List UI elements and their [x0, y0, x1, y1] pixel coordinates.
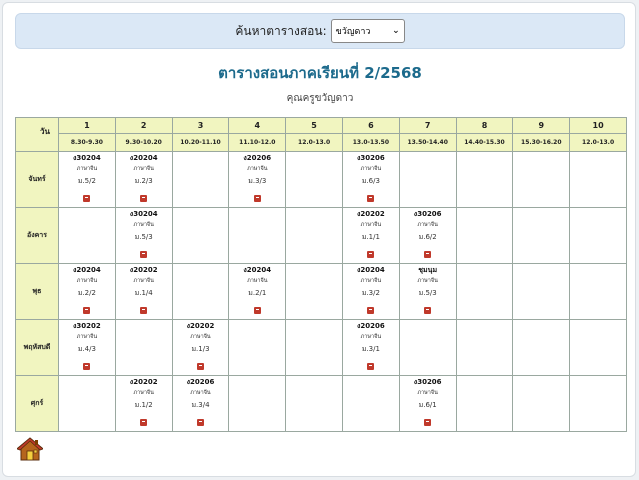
- empty-slot: [286, 152, 343, 208]
- teacher-name: คุณครูขวัญดาว: [286, 93, 354, 104]
- empty-slot: [399, 320, 456, 376]
- time-header: 10.20-11.10: [172, 134, 229, 152]
- empty-slot: [570, 264, 627, 320]
- empty-slot: [286, 264, 343, 320]
- period-header: 3: [172, 118, 229, 134]
- book-icon[interactable]: [367, 307, 374, 314]
- time-header: 15.30-16.20: [513, 134, 570, 152]
- book-icon[interactable]: [197, 419, 204, 426]
- subject-name: ภาษาจีน: [360, 222, 382, 228]
- class-slot: [399, 264, 456, 320]
- class-room: ม.2/1: [248, 289, 267, 297]
- subject-code: ง20204: [243, 266, 272, 274]
- subject-name: ภาษาจีน: [76, 278, 98, 284]
- subject-name: ภาษาจีน: [417, 278, 438, 284]
- empty-slot: [513, 320, 570, 376]
- subject-code: ง20204: [356, 266, 385, 274]
- subject-code: ง30206: [413, 378, 442, 386]
- class-room: ม.2/3: [134, 177, 153, 185]
- page-title: ตารางสอนภาคเรียนที่ 2/2568: [218, 64, 422, 82]
- class-slot: [342, 152, 399, 208]
- empty-slot: [456, 376, 513, 432]
- class-room: ม.3/4: [191, 401, 210, 409]
- period-header-row: [16, 118, 627, 134]
- period-header: 1: [59, 118, 116, 134]
- empty-slot: [456, 152, 513, 208]
- subject-name: ภาษาจีน: [133, 222, 154, 228]
- day-row: [16, 376, 627, 432]
- teacher-select-value: ขวัญดาว: [335, 27, 371, 37]
- day-label: ศุกร์: [16, 376, 59, 432]
- period-header: 10: [570, 118, 627, 134]
- day-row: [16, 320, 627, 376]
- empty-slot: [172, 264, 229, 320]
- search-label: ค้นหาตารางสอน:: [235, 23, 327, 38]
- book-icon[interactable]: [140, 307, 147, 314]
- class-room: ม.5/3: [134, 233, 153, 241]
- search-bar: [15, 13, 625, 49]
- day-row: [16, 264, 627, 320]
- class-room: ม.5/2: [77, 177, 96, 185]
- period-header: 4: [229, 118, 286, 134]
- subject-name: ภาษาจีน: [133, 166, 154, 172]
- class-slot: [115, 208, 172, 264]
- book-icon[interactable]: [83, 307, 90, 314]
- class-room: ม.1/1: [361, 233, 380, 241]
- time-header-row: [16, 134, 627, 152]
- class-slot: [342, 264, 399, 320]
- subject-code: ง30204: [129, 210, 158, 218]
- book-icon[interactable]: [424, 419, 431, 426]
- empty-slot: [172, 152, 229, 208]
- empty-slot: [570, 152, 627, 208]
- book-icon[interactable]: [140, 195, 147, 202]
- subject-code: ง20202: [186, 322, 215, 330]
- empty-slot: [342, 376, 399, 432]
- class-room: ม.2/2: [77, 289, 96, 297]
- day-label: จันทร์: [16, 152, 59, 208]
- class-room: ม.1/3: [191, 345, 210, 353]
- empty-slot: [286, 320, 343, 376]
- subject-name: ภาษาจีน: [133, 390, 154, 396]
- class-slot: [172, 320, 229, 376]
- class-slot: [115, 264, 172, 320]
- subject-name: ภาษาจีน: [76, 334, 98, 340]
- book-icon[interactable]: [254, 195, 261, 202]
- subject-code: ง20204: [73, 266, 101, 274]
- period-header: 5: [286, 118, 343, 134]
- subject-code: ง20206: [356, 322, 385, 330]
- period-header: 2: [115, 118, 172, 134]
- page: [2, 2, 636, 477]
- class-room: ม.6/2: [418, 233, 437, 241]
- empty-slot: [513, 152, 570, 208]
- subject-code: ง30206: [356, 154, 385, 162]
- empty-slot: [456, 264, 513, 320]
- class-slot: [399, 208, 456, 264]
- empty-slot: [229, 320, 286, 376]
- subject-code: ชุมนุม: [418, 266, 438, 274]
- period-header: 9: [513, 118, 570, 134]
- subject-code: ง20206: [186, 378, 215, 386]
- empty-slot: [513, 208, 570, 264]
- book-icon[interactable]: [83, 195, 90, 202]
- book-icon[interactable]: [83, 363, 90, 370]
- subject-name: ภาษาจีน: [360, 166, 382, 172]
- time-header: 8.30-9.30: [59, 134, 116, 152]
- empty-slot: [570, 320, 627, 376]
- book-icon[interactable]: [197, 363, 204, 370]
- day-label: พฤหัสบดี: [16, 320, 59, 376]
- book-icon[interactable]: [424, 251, 431, 258]
- schedule-table: [15, 117, 627, 432]
- empty-slot: [570, 208, 627, 264]
- schedule-body: [16, 152, 627, 432]
- home-icon[interactable]: [17, 437, 43, 461]
- subject-name: ภาษาจีน: [417, 222, 438, 228]
- subject-name: ภาษาจีน: [360, 278, 382, 284]
- subject-code: ง20202: [356, 210, 385, 218]
- subject-name: ภาษาจีน: [247, 166, 268, 172]
- subject-name: ภาษาจีน: [247, 278, 268, 284]
- class-slot: [59, 264, 116, 320]
- subject-name: ภาษาจีน: [360, 334, 382, 340]
- empty-slot: [172, 208, 229, 264]
- day-row: [16, 208, 627, 264]
- subject-name: ภาษาจีน: [417, 390, 438, 396]
- class-room: ม.3/1: [361, 345, 380, 353]
- class-slot: [59, 320, 116, 376]
- book-icon[interactable]: [367, 195, 374, 202]
- class-slot: [115, 152, 172, 208]
- period-header: 7: [399, 118, 456, 134]
- empty-slot: [399, 152, 456, 208]
- class-slot: [115, 376, 172, 432]
- class-room: ม.6/1: [418, 401, 437, 409]
- empty-slot: [229, 376, 286, 432]
- subject-name: ภาษาจีน: [76, 166, 98, 172]
- empty-slot: [286, 208, 343, 264]
- book-icon[interactable]: [254, 307, 261, 314]
- period-header: 6: [342, 118, 399, 134]
- class-room: ม.4/3: [77, 345, 96, 353]
- class-slot: [342, 320, 399, 376]
- class-room: ม.3/3: [248, 177, 267, 185]
- day-column-header: วัน: [16, 118, 59, 152]
- empty-slot: [456, 208, 513, 264]
- time-header: 14.40-15.30: [456, 134, 513, 152]
- subject-name: ภาษาจีน: [190, 390, 211, 396]
- class-slot: [229, 152, 286, 208]
- book-icon[interactable]: [367, 363, 374, 370]
- book-icon[interactable]: [140, 419, 147, 426]
- class-room: ม.1/4: [134, 289, 153, 297]
- subject-name: ภาษาจีน: [133, 278, 154, 284]
- period-header: 8: [456, 118, 513, 134]
- subject-code: ง20202: [129, 378, 158, 386]
- day-label: พุธ: [16, 264, 59, 320]
- subject-code: ง30206: [413, 210, 442, 218]
- empty-slot: [59, 376, 116, 432]
- empty-slot: [286, 376, 343, 432]
- chevron-down-icon: ⌄: [392, 26, 400, 36]
- empty-slot: [59, 208, 116, 264]
- class-room: ม.6/3: [361, 177, 380, 185]
- subject-code: ง20204: [129, 154, 158, 162]
- empty-slot: [229, 208, 286, 264]
- class-slot: [172, 376, 229, 432]
- book-icon[interactable]: [424, 307, 431, 314]
- subject-name: ภาษาจีน: [190, 334, 211, 340]
- book-icon[interactable]: [367, 251, 374, 258]
- class-slot: [229, 264, 286, 320]
- class-slot: [59, 152, 116, 208]
- time-header: 12.0-13.0: [286, 134, 343, 152]
- class-room: ม.5/3: [418, 289, 437, 297]
- class-slot: [399, 376, 456, 432]
- subject-code: ง20202: [129, 266, 158, 274]
- class-slot: [342, 208, 399, 264]
- day-row: [16, 152, 627, 208]
- teacher-select[interactable]: [331, 19, 405, 43]
- time-header: 11.10-12.0: [229, 134, 286, 152]
- time-header: 9.30-10.20: [115, 134, 172, 152]
- time-header: 13.50-14.40: [399, 134, 456, 152]
- subject-code: ง20206: [243, 154, 272, 162]
- day-label: อังคาร: [16, 208, 59, 264]
- subject-code: ง30202: [73, 322, 101, 330]
- subject-code: ง30204: [73, 154, 101, 162]
- empty-slot: [513, 376, 570, 432]
- time-header: 13.0-13.50: [342, 134, 399, 152]
- empty-slot: [115, 320, 172, 376]
- book-icon[interactable]: [140, 251, 147, 258]
- class-room: ม.3/2: [361, 289, 380, 297]
- time-header: 12.0-13.0: [570, 134, 627, 152]
- class-room: ม.1/2: [134, 401, 153, 409]
- empty-slot: [570, 376, 627, 432]
- empty-slot: [513, 264, 570, 320]
- empty-slot: [456, 320, 513, 376]
